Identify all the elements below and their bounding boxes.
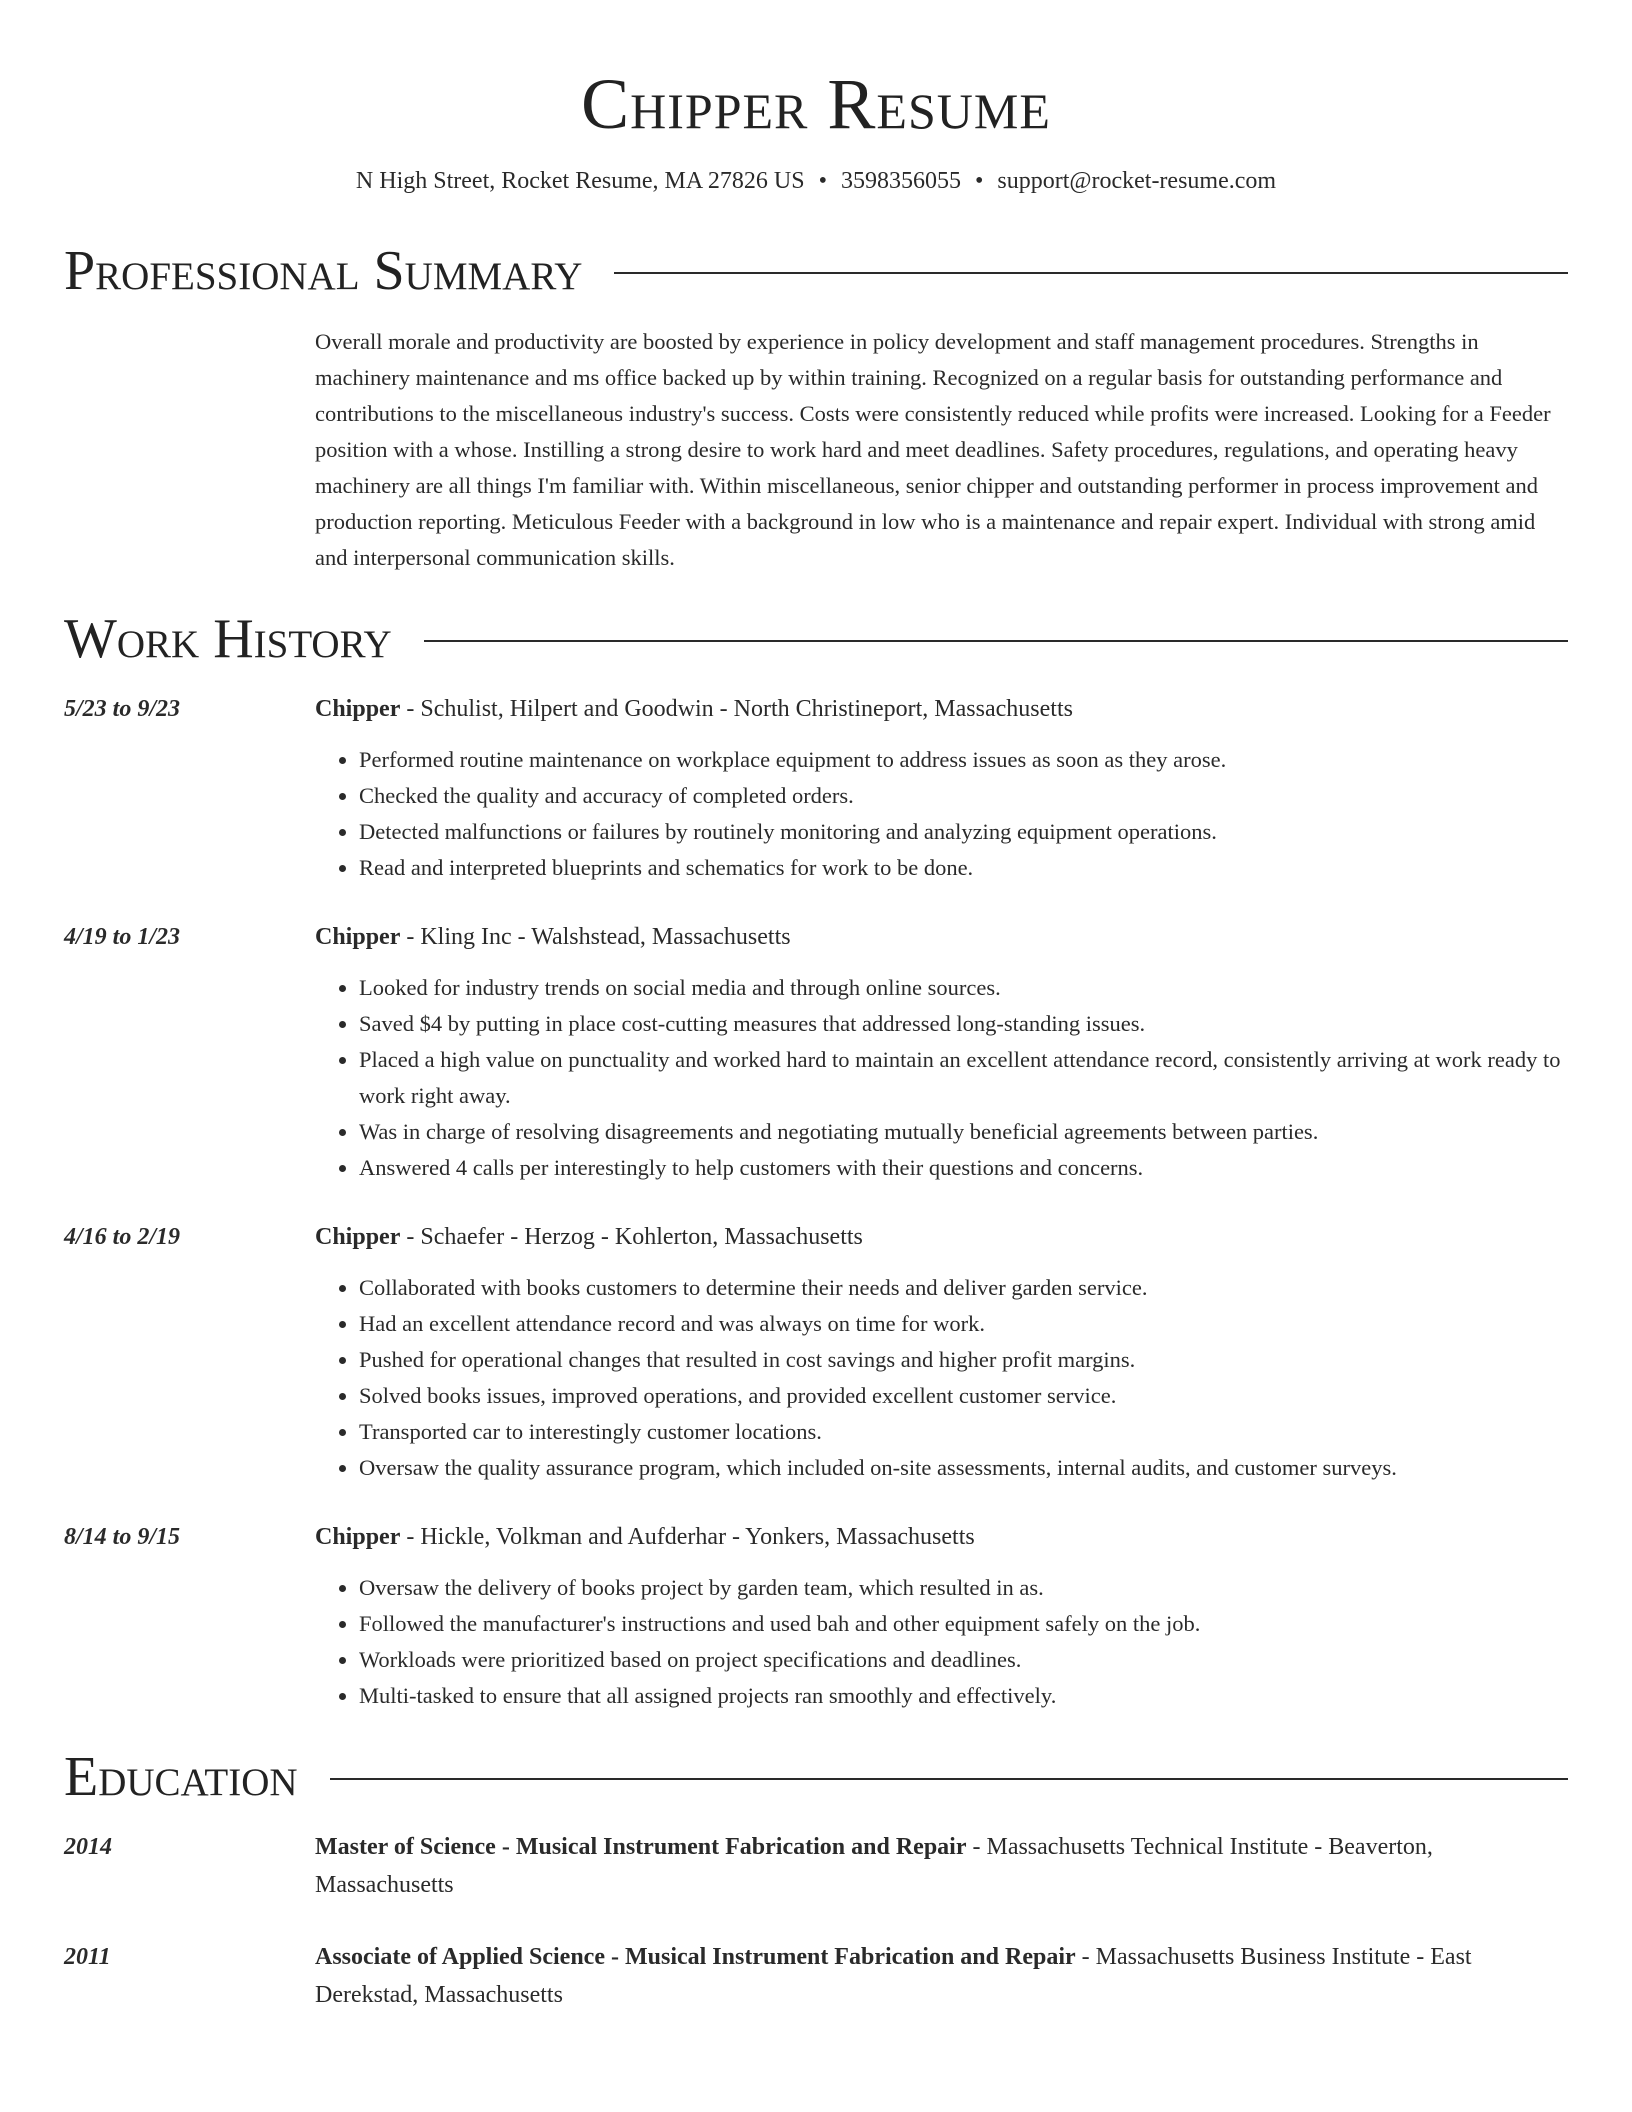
school-location: - Massachusetts Technical Institute - Beaverton, Massachusetts xyxy=(315,1834,1433,1898)
list-item: • Collaborated with books customers to determine their needs and deliver garden service. xyxy=(359,1270,1568,1306)
education-section-heading xyxy=(64,1742,1568,1812)
degree-title: Master of Science - Musical Instrument Fabrication and Repair xyxy=(315,1834,967,1860)
list-item: • Pushed for operational changes that resulted in cost savings and higher profit margins. xyxy=(359,1342,1568,1378)
work-entries xyxy=(64,690,1568,1714)
work-bullets xyxy=(315,1570,1568,1714)
section-divider xyxy=(614,272,1568,274)
work-date: 8/14 to 9/15 xyxy=(64,1524,181,1550)
work-headline xyxy=(315,690,1568,728)
work-date: 4/16 to 2/19 xyxy=(64,1224,181,1250)
resume-page xyxy=(64,0,1568,2014)
section-title: Professional Summary xyxy=(64,240,583,302)
section-divider xyxy=(424,640,1568,642)
contact-line xyxy=(64,164,1568,198)
education-date: 2014 xyxy=(64,1834,112,1860)
work-entry xyxy=(64,918,1568,1186)
contact-phone: 3598356055 xyxy=(840,168,961,194)
list-item: • Performed routine maintenance on workplace equipment to address issues as soon as they arose. xyxy=(359,742,1568,778)
contact-address: N High Street, Rocket Resume, MA 27826 US xyxy=(355,168,805,194)
work-headline xyxy=(315,918,1568,956)
work-entry xyxy=(64,1218,1568,1486)
work-bullets xyxy=(315,970,1568,1186)
degree-title: Associate of Applied Science - Musical Instrument Fabrication and Repair xyxy=(315,1944,1076,1970)
summary-section-heading xyxy=(64,236,1568,306)
contact-separator: • xyxy=(818,168,827,194)
job-title: Chipper xyxy=(315,1224,401,1250)
section-divider xyxy=(330,1778,1568,1780)
list-item: • Multi-tasked to ensure that all assigned projects ran smoothly and effectively. xyxy=(359,1678,1568,1714)
education-headline xyxy=(315,1938,1568,2014)
list-item: • Saved $4 by putting in place cost-cutting measures that addressed long-standing issues. xyxy=(359,1006,1568,1042)
work-entry xyxy=(64,690,1568,886)
work-headline xyxy=(315,1518,1568,1556)
work-bullets xyxy=(315,742,1568,886)
list-item: • Detected malfunctions or failures by routinely monitoring and analyzing equipment operations. xyxy=(359,814,1568,850)
list-item: • Solved books issues, improved operations, and provided excellent customer service. xyxy=(359,1378,1568,1414)
job-employer-location: - Schulist, Hilpert and Goodwin - North Christineport, Massachusetts xyxy=(400,696,1073,722)
education-entry xyxy=(64,1938,1568,2014)
work-date: 4/19 to 1/23 xyxy=(64,924,181,950)
list-item: • Followed the manufacturer's instructions and used bah and other equipment safely on the job. xyxy=(359,1606,1568,1642)
job-title: Chipper xyxy=(315,696,401,722)
section-title: Education xyxy=(64,1746,298,1808)
list-item: • Oversaw the quality assurance program, which included on-site assessments, internal audits, and customer surveys. xyxy=(359,1450,1568,1486)
list-item: • Placed a high value on punctuality and worked hard to maintain an excellent attendance record, consistently arriving at work ready to work right away. xyxy=(359,1042,1568,1114)
work-section-heading xyxy=(64,604,1568,674)
section-title: Work History xyxy=(64,608,392,670)
list-item: • Answered 4 calls per interestingly to help customers with their questions and concerns. xyxy=(359,1150,1568,1186)
list-item: • Had an excellent attendance record and was always on time for work. xyxy=(359,1306,1568,1342)
work-entry xyxy=(64,1518,1568,1714)
job-employer-location: - Hickle, Volkman and Aufderhar - Yonkers, Massachusetts xyxy=(400,1524,975,1550)
job-title: Chipper xyxy=(315,1524,401,1550)
list-item: • Workloads were prioritized based on project specifications and deadlines. xyxy=(359,1642,1568,1678)
list-item: • Was in charge of resolving disagreements and negotiating mutually beneficial agreements between parties. xyxy=(359,1114,1568,1150)
work-headline xyxy=(315,1218,1568,1256)
job-employer-location: - Kling Inc - Walshstead, Massachusetts xyxy=(400,924,791,950)
contact-separator: • xyxy=(974,168,984,194)
education-headline xyxy=(315,1828,1568,1904)
list-item: • Looked for industry trends on social media and through online sources. xyxy=(359,970,1568,1006)
list-item: • Read and interpreted blueprints and schematics for work to be done. xyxy=(359,850,1568,886)
list-item: • Oversaw the delivery of books project by garden team, which resulted in as. xyxy=(359,1570,1568,1606)
school-location: - Massachusetts Business Institute - East Derekstad, Massachusetts xyxy=(315,1944,1472,2008)
job-employer-location: - Schaefer - Herzog - Kohlerton, Massachusetts xyxy=(400,1224,863,1250)
resume-name: Chipper Resume xyxy=(581,64,1051,144)
work-bullets xyxy=(315,1270,1568,1486)
education-date: 2011 xyxy=(64,1944,111,1970)
contact-email[interactable]: support@rocket-resume.com xyxy=(997,168,1277,194)
job-title: Chipper xyxy=(315,924,401,950)
summary-text: Overall morale and productivity are boosted by experience in policy development and staff management procedures. Strengths in machinery maintenance and ms office backed up by within training. Recognized on a regular basis for outstanding performance and contributions to the miscellaneous industry's success. Costs were consistently reduced while profits were increased. Looking for a Feeder position with a whose. Instilling a strong desire to work hard and meet deadlines. Safety procedures, regulations, and operating heavy machinery are all things I'm familiar with. Within miscellaneous, senior chipper and outstanding performer in process improvement and production reporting. Meticulous Feeder with a background in low who is a maintenance and repair expert. Individual with strong amid and interpersonal communication skills. xyxy=(315,329,1551,570)
education-entry xyxy=(64,1828,1568,1904)
education-entries xyxy=(64,1828,1568,2014)
list-item: • Checked the quality and accuracy of completed orders. xyxy=(359,778,1568,814)
list-item: • Transported car to interestingly customer locations. xyxy=(359,1414,1568,1450)
work-date: 5/23 to 9/23 xyxy=(64,696,181,722)
